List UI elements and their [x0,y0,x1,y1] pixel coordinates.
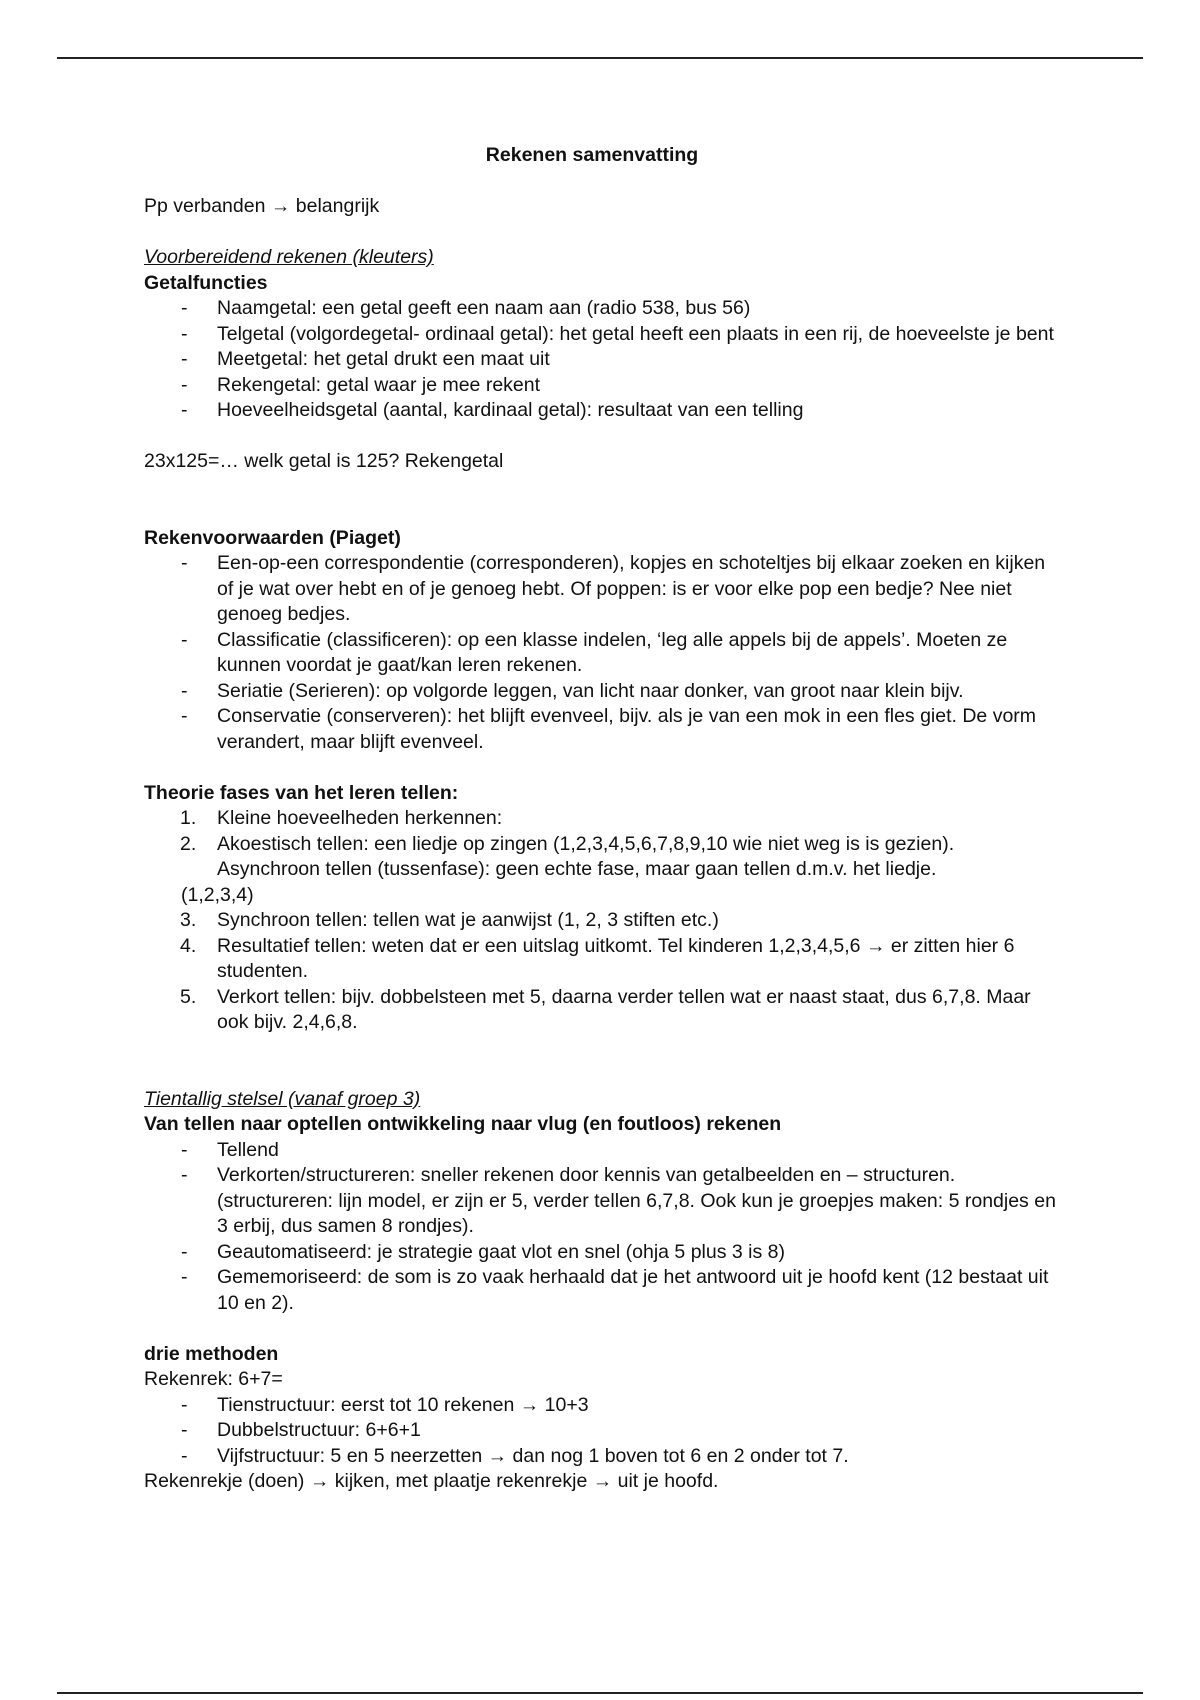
list-item: - Conservatie (conserveren): het blijft evenveel, bijv. als je van een mok in een fles giet. De vorm verandert, maar blijft evenveel. [181,705,1037,753]
document-title: Rekenen samenvatting [485,144,699,166]
bullet-dash: - [181,705,188,727]
list-item: - Tellend [144,1138,1064,1164]
list-item: - Tienstructuur: eerst tot 10 rekenen → 10+3 [144,1393,1064,1419]
list-item: 4. Resultatief tellen: weten dat er een uitslag uitkomt. Tel kinderen 1,2,3,4,5,6 → er zitten hier 6 studenten. [180,934,1015,982]
list-item: - Seriatie (Serieren): op volgorde leggen, van licht naar donker, van groot naar klein bijv. [144,679,1064,705]
list-item: - Telgetal (volgordegetal- ordinaal getal): het getal heeft een plaats in een rij, de hoeveelste je bent [144,322,1064,348]
bullet-dash: - [181,373,188,396]
list-item: - Gememoriseerd: de som is zo vaak herhaald dat je het antwoord uit je hoofd kent (12 bestaat uit 10 en 2). [181,1266,1049,1314]
list-number: 5. [180,985,197,1008]
list-item: 2. Akoestisch tellen: een liedje op zingen (1,2,3,4,5,6,7,8,9,10 wie niet weg is is gezien). [144,832,1064,858]
header-rule [57,57,1143,59]
list-item: - Een-op-een correspondentie (corresponderen), kopjes en schoteltjes bij elkaar zoeken en kijken of je wat over hebt en of je genoeg hebt. Of poppen: is er voor elke pop een bedje? Nee niet genoeg bedjes. [181,552,1046,625]
document-body [144,143,1064,1495]
methoden-list [144,1393,1064,1470]
list-item: - Classificatie (classificeren): op een klasse indelen, ‘leg alle appels bij de appels’. Moeten ze kunnen voordat je gaat/kan leren rekenen. [181,628,1008,676]
bullet-dash: - [181,628,188,651]
list-number: 1. [180,807,197,829]
footer-rule [57,1692,1143,1694]
list-item: 1. Kleine hoeveelheden herkennen: [144,806,1064,832]
rekenrek-line: Rekenrek: 6+7= [144,1368,283,1390]
section-heading-drie-methoden: drie methoden [144,1342,279,1365]
list-item: - Geautomatiseerd: je strategie gaat vlot en snel (ohja 5 plus 3 is 8) [144,1240,1064,1266]
bullet-dash: - [181,1240,188,1263]
bullet-dash: - [181,679,188,702]
subheading-getalfuncties: Getalfuncties [144,271,268,294]
bullet-dash: - [181,322,188,345]
bullet-dash: - [181,399,188,421]
list-number: 3. [180,909,197,931]
section-heading-rekenvoorwaarden: Rekenvoorwaarden (Piaget) [144,526,401,549]
list-item: - Vijfstructuur: 5 en 5 neerzetten → dan nog 1 boven tot 6 en 2 onder tot 7. [144,1444,1064,1470]
section-heading-voorbereidend: Voorbereidend rekenen (kleuters) [144,246,434,268]
ontwikkeling-list [144,1138,1064,1317]
bullet-dash: - [181,552,188,574]
bullet-dash: - [181,297,188,319]
bullet-dash: - [181,1419,188,1441]
fases-list [144,806,1064,857]
rekenrekje-line: Rekenrekje (doen) → kijken, met plaatje rekenrekje → uit je hoofd. [144,1470,719,1492]
bullet-dash: - [181,1164,188,1186]
bullet-dash: - [181,1138,188,1161]
bullet-dash: - [181,1444,188,1467]
example-line: 23x125=… welk getal is 125? Rekengetal [144,450,504,472]
list-number: 4. [180,934,197,957]
list-number: 2. [180,832,197,855]
list-item: - Meetgetal: het getal drukt een maat uit [144,347,1064,373]
rekenvoorwaarden-list [144,551,1064,755]
bullet-dash: - [181,1266,188,1288]
continuation-line-flush: (1,2,3,4) [181,883,254,906]
list-item: - Hoeveelheidsgetal (aantal, kardinaal getal): resultaat van een telling [144,398,1064,424]
list-item: - Rekengetal: getal waar je mee rekent [144,373,1064,399]
section-heading-tientallig: Tientallig stelsel (vanaf groep 3) [144,1087,421,1110]
list-item: - Naamgetal: een getal geeft een naam aan (radio 538, bus 56) [144,296,1064,322]
fases-list-continued [144,908,1064,1036]
bullet-dash: - [181,348,188,370]
list-item: - Verkorten/structureren: sneller rekenen door kennis van getalbeelden en – structuren. (structureren: lijn model, er zijn er 5, verder tellen 6,7,8. Ook kun je groepjes maken: 5 rondjes en 3 erbij, dus samen 8 rondjes). [181,1164,1056,1237]
bullet-dash: - [181,1393,188,1416]
list-item: 3. Synchroon tellen: tellen wat je aanwijst (1, 2, 3 stiften etc.) [144,908,1064,934]
subheading-tellen-optellen: Van tellen naar optellen ontwikkeling naar vlug (en foutloos) rekenen [144,1113,782,1135]
list-item: - Dubbelstructuur: 6+6+1 [144,1418,1064,1444]
intro-line: Pp verbanden → belangrijk [144,195,380,217]
section-heading-theorie-fases: Theorie fases van het leren tellen: [144,781,459,804]
getalfuncties-list [144,296,1064,424]
list-item: 5. Verkort tellen: bijv. dobbelsteen met 5, daarna verder tellen wat er naast staat, dus 6,7,8. Maar ook bijv. 2,4,6,8. [180,985,1031,1033]
continuation-line: Asynchroon tellen (tussenfase): geen echte fase, maar gaan tellen d.m.v. het liedje. [217,858,937,880]
